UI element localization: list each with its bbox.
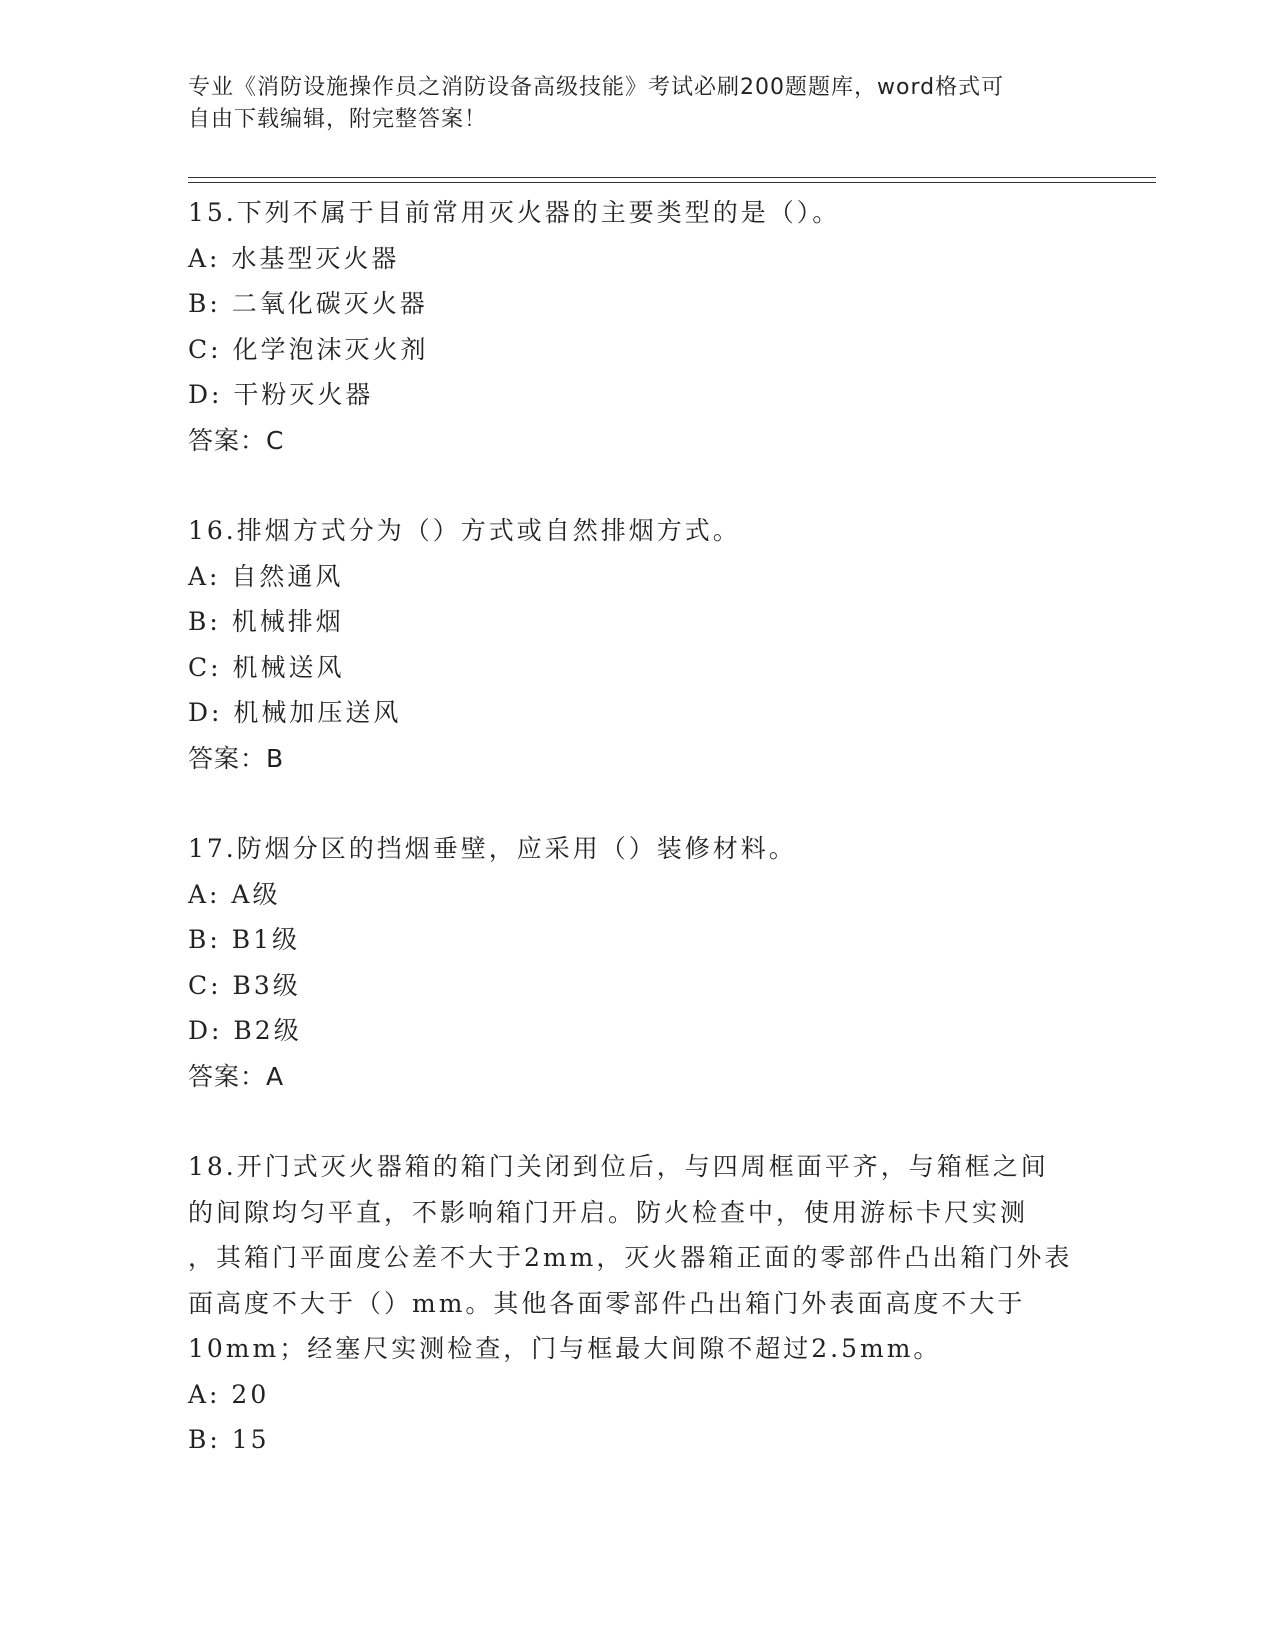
- option-a: A: A级: [188, 879, 281, 909]
- option-b: B: 二氧化碳灭火器: [188, 289, 428, 318]
- question-stem: 17.防烟分区的挡烟垂壁，应采用（）装修材料。: [188, 834, 797, 863]
- answer-label: 答案：B: [188, 743, 285, 773]
- question-18: [188, 1144, 1088, 1463]
- option-a: A: 水基型灭火器: [188, 243, 400, 273]
- header-divider-top: [188, 177, 1156, 178]
- option-c: C: 化学泡沫灭火剂: [188, 334, 429, 364]
- question-stem-line: 18.开门式灭火器箱的箱门关闭到位后，与四周框面平齐，与箱框之间: [188, 1152, 1049, 1181]
- header-line-2: 自由下载编辑，附完整答案！: [188, 107, 488, 132]
- option-b: B: 15: [188, 1425, 270, 1454]
- option-a: A: 20: [188, 1379, 270, 1409]
- answer-label: 答案：A: [188, 1061, 285, 1091]
- document-header: [188, 72, 1068, 136]
- question-spacer: [188, 781, 1088, 826]
- header-line-1: 专业《消防设施操作员之消防设备高级技能》考试必刷200题题库，word格式可: [188, 75, 1005, 100]
- option-c: C: B3级: [188, 970, 301, 1000]
- option-c: C: 机械送风: [188, 652, 345, 682]
- question-stem-line: 10mm；经塞尺实测检查，门与框最大间隙不超过2.5mm。: [188, 1334, 942, 1363]
- option-a: A: 自然通风: [188, 561, 344, 591]
- question-stem: 16.排烟方式分为（）方式或自然排烟方式。: [188, 516, 741, 545]
- option-d: D: 干粉灭火器: [188, 380, 374, 409]
- question-15: [188, 190, 1088, 463]
- question-stem-line: 面高度不大于（）mm。其他各面零部件凸出箱门外表面高度不大于: [188, 1288, 1026, 1318]
- option-b: B: 机械排烟: [188, 607, 344, 636]
- option-d: D: 机械加压送风: [188, 698, 402, 727]
- question-spacer: [188, 463, 1088, 508]
- question-17: [188, 826, 1088, 1099]
- question-stem: 15.下列不属于目前常用灭火器的主要类型的是（）。: [188, 198, 841, 227]
- question-16: [188, 508, 1088, 781]
- question-spacer: [188, 1099, 1088, 1144]
- header-divider-bottom: [188, 182, 1156, 183]
- answer-label: 答案：C: [188, 425, 285, 455]
- question-list: [188, 190, 1088, 1463]
- option-d: D: B2级: [188, 1016, 302, 1045]
- question-stem-line: 的间隙均匀平直，不影响箱门开启。防火检查中，使用游标卡尺实测: [188, 1197, 1029, 1227]
- option-b: B: B1级: [188, 925, 301, 954]
- question-stem-line: ，其箱门平面度公差不大于2mm，灭火器箱正面的零部件凸出箱门外表: [188, 1243, 1073, 1272]
